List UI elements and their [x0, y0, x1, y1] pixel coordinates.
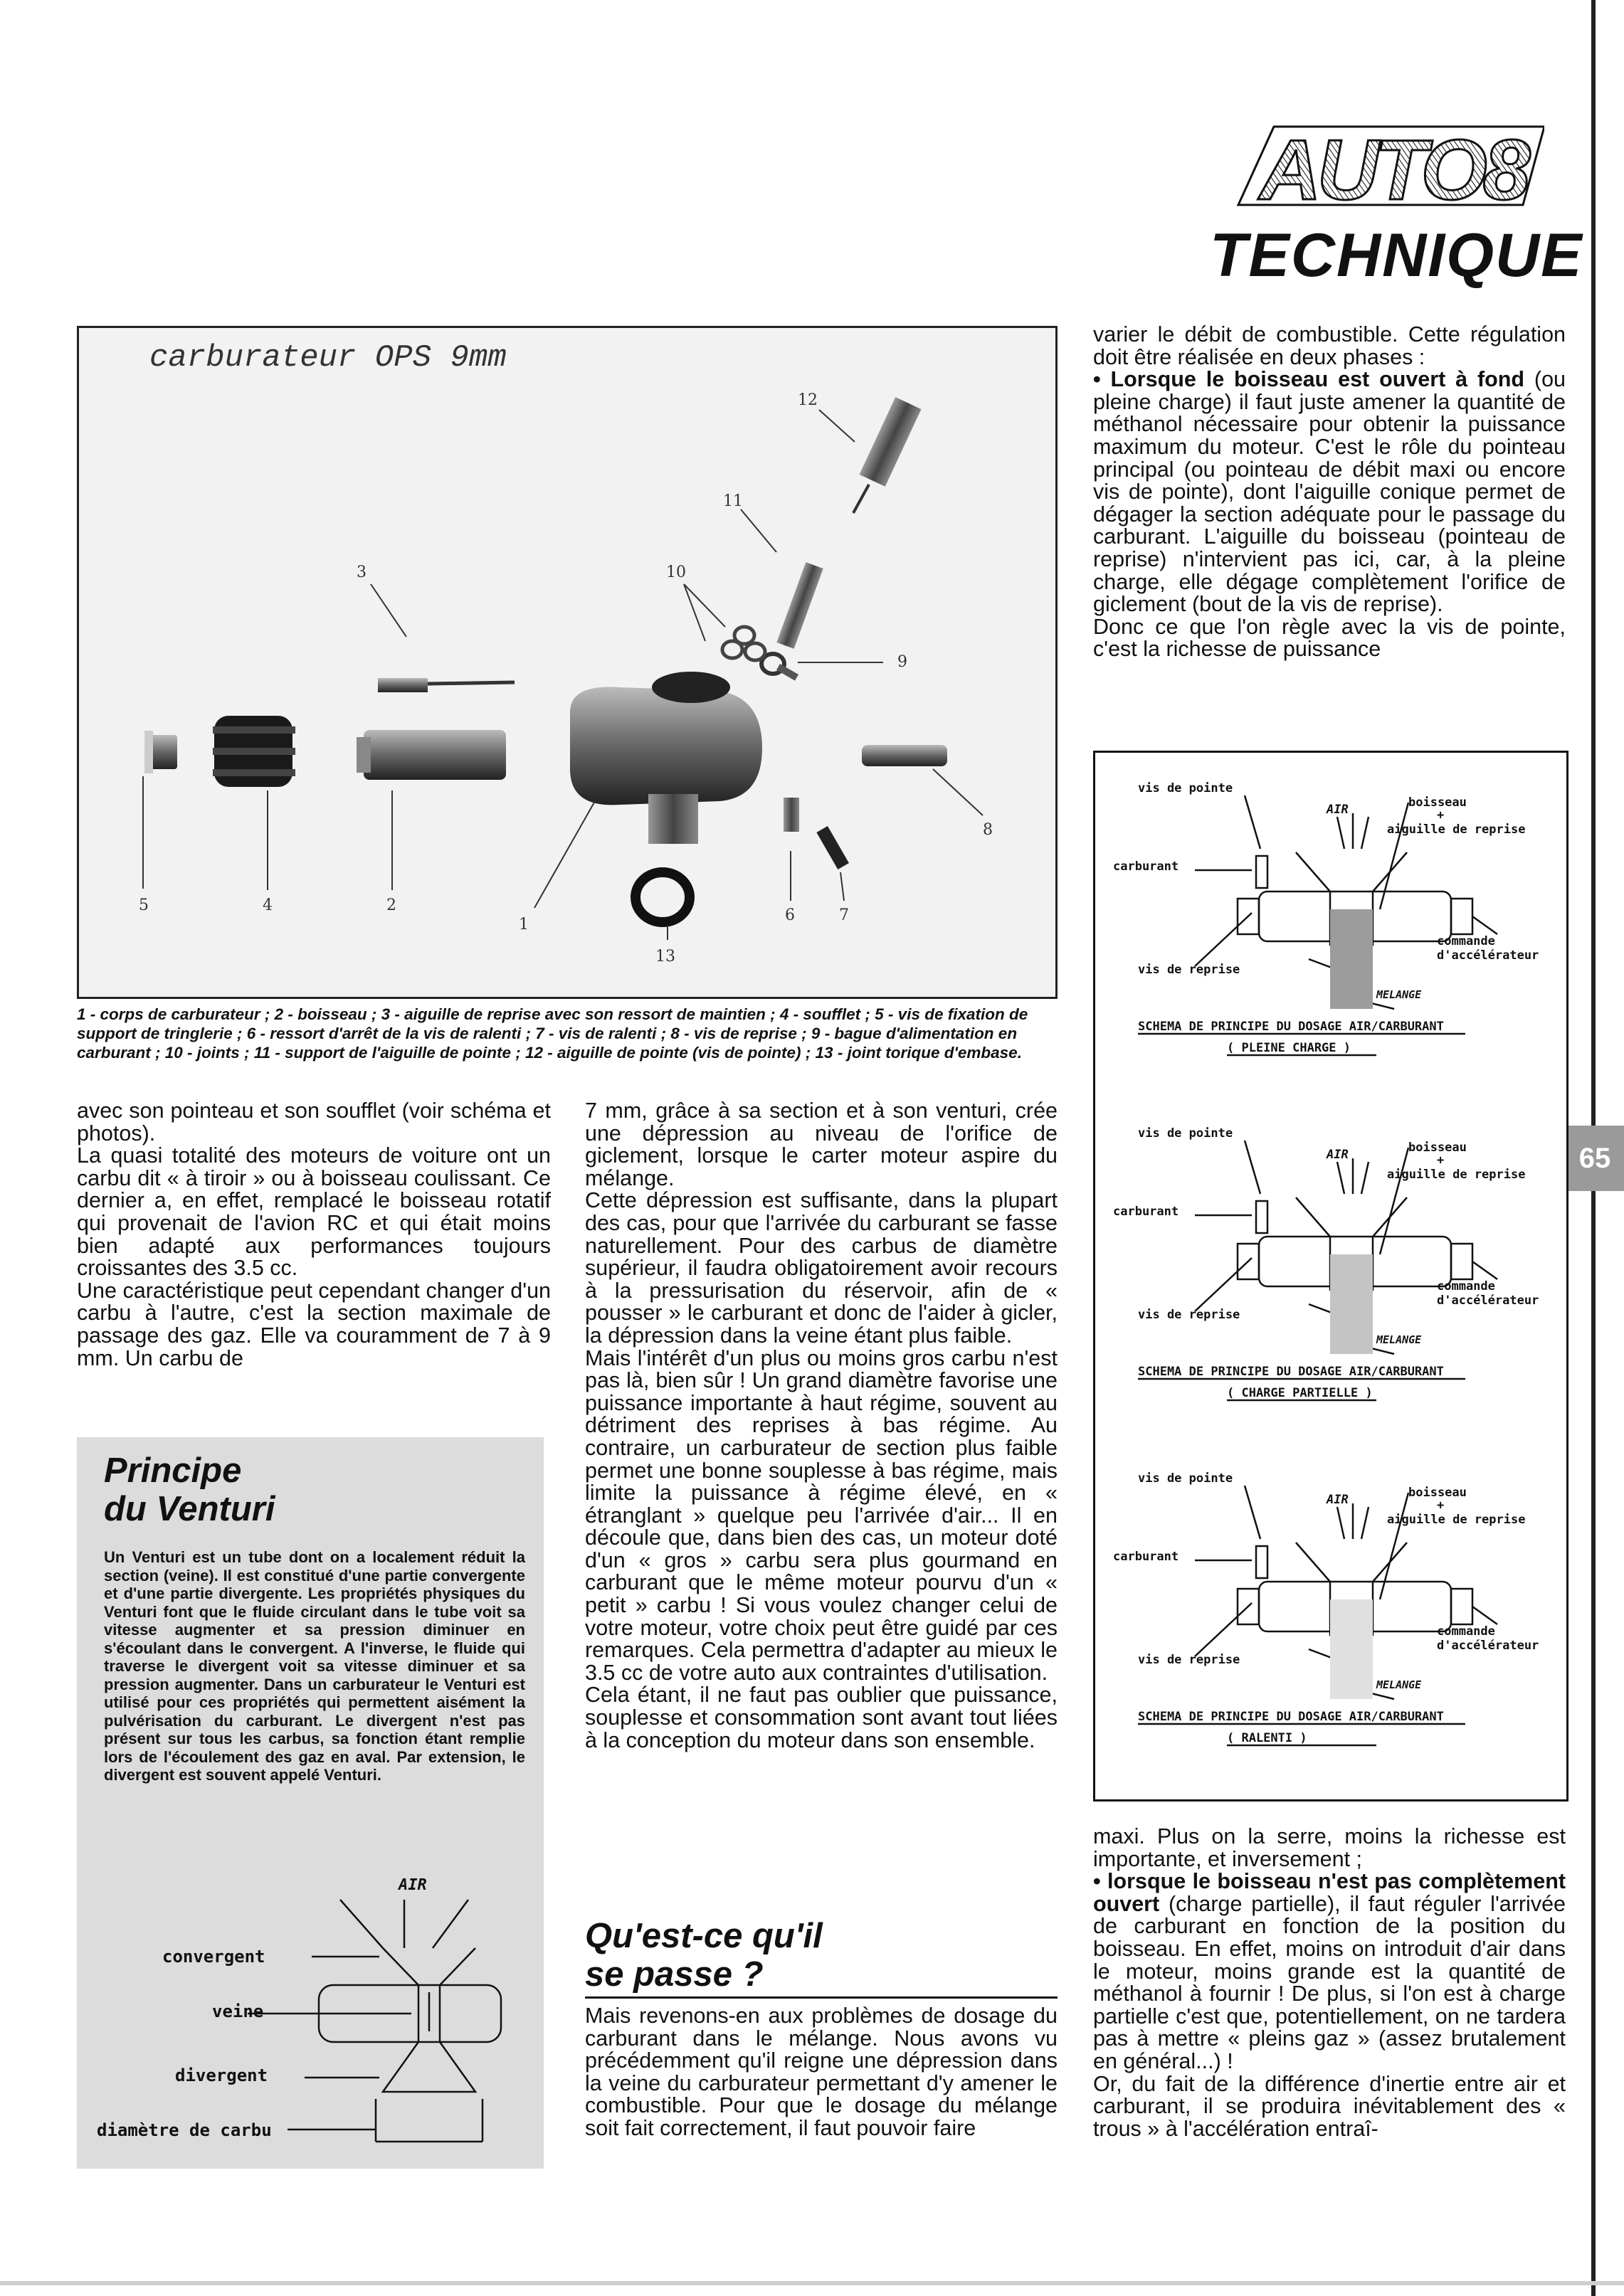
column-2-continued [585, 2005, 1058, 2140]
column-3-continued [1093, 1826, 1566, 2140]
section-title: TECHNIQUE [1210, 221, 1583, 290]
paragraph [1093, 1871, 1566, 2073]
venturi-shape [248, 1900, 501, 2142]
aiguille-label: aiguille de reprise [1387, 1513, 1526, 1527]
part-9-fuel-ring [761, 654, 798, 681]
bold-lead: • lorsque le boisseau n'est pas complètement ouvert [1093, 1869, 1566, 1916]
callout-11: 11 [723, 492, 743, 510]
schema-title: SCHEMA DE PRINCIPE DU DOSAGE AIR/CARBURANT [1138, 1710, 1444, 1724]
carburetor-photo [77, 326, 1058, 999]
paragraph: Cela étant, il ne faut pas oublier que puissance, souplesse et consommation sont avant tout liées à la conception du moteur dans son ensemble. [585, 1683, 1058, 1752]
part-11-needle-support [776, 562, 823, 649]
vis-reprise-label: vis de reprise [1138, 963, 1240, 977]
part-3-needle [378, 678, 515, 692]
divergent-label: divergent [175, 2065, 268, 2085]
photo-caption: 1 - corps de carburateur ; 2 - boisseau ; 3 - aiguille de reprise avec son ressort de maintien ; 4 - soufflet ; 5 - vis de fixation de support de tringlerie ; 6 - ressort d'arrêt de la vis de ralenti ; 7 - vis de ralenti ; 8 - vis de reprise ; 9 - bague d'alimentation en carburant ; 10 - joints ; 11 - support de l'aiguille de pointe ; 12 - aiguille de pointe (vis de pointe) ; 13 - joint torique d'embase. [77, 1005, 1028, 1062]
column-2 [585, 1100, 1058, 1752]
mixture-fill [1330, 909, 1373, 1009]
paragraph-rest: (charge partielle), il faut réguler l'arrivée de carburant en fonction de la position du boisseau. En effet, moins on introduit d'air dans le moteur, moins grande est la quantité de méthanol à fournir ! De plus, si l'on est à charge partielle c'est que, potentiellement, on ne tardera pas à mettre « pleins gaz » (assez brutalement en général...) ! [1093, 1891, 1566, 2073]
diametre-label: diamètre de carbu [97, 2120, 272, 2140]
air-label: AIR [1327, 803, 1349, 817]
callout-6: 6 [785, 906, 795, 924]
dosage-schema [1113, 1126, 1539, 1400]
subheading-line1: Qu'est-ce qu'il [585, 1917, 823, 1955]
veine-label: veine [212, 2001, 264, 2021]
callout-12: 12 [798, 391, 818, 409]
column-3 [1093, 324, 1566, 661]
schema-title: SCHEMA DE PRINCIPE DU DOSAGE AIR/CARBURANT [1138, 1020, 1444, 1034]
column-1 [77, 1100, 551, 1370]
paragraph: varier le débit de combustible. Cette régulation doit être réalisée en deux phases : [1093, 322, 1566, 369]
vis-pointe-label: vis de pointe [1138, 1471, 1233, 1486]
vis-reprise-label: vis de reprise [1138, 1308, 1240, 1322]
aiguille-label: aiguille de reprise [1387, 1168, 1526, 1182]
callout-2: 2 [386, 896, 396, 914]
callout-13: 13 [655, 948, 675, 966]
page-number-tab [1566, 1126, 1624, 1191]
svg-text:AUTO8: AUTO8 [1260, 122, 1527, 213]
schema-title: SCHEMA DE PRINCIPE DU DOSAGE AIR/CARBURANT [1138, 1365, 1444, 1379]
masthead [1210, 114, 1583, 290]
convergent-label: convergent [162, 1947, 265, 1967]
bold-lead: • Lorsque le boisseau est ouvert à fond [1093, 367, 1525, 392]
callout-3: 3 [357, 564, 367, 581]
air-label: AIR [1327, 1493, 1349, 1507]
schema-subtitle: ( CHARGE PARTIELLE ) [1227, 1386, 1373, 1400]
venturi-title-line2: du Venturi [104, 1490, 275, 1528]
commande-label: commande [1437, 1624, 1495, 1639]
paragraph-rest: (ou pleine charge) il faut juste amener la quantité de méthanol nécessaire pour obtenir la puissance maximum du moteur. C'est le rôle du pointeau principal (ou pointeau de débit maxi ou encore vis de pointe), dont l'aiguille conique permet de dégager la section adéquate pour le passage du carburant. L'aiguille du boisseau (pointeau de reprise) n'intervient pas ici, car, à la pleine charge, elle dégage complètement l'orifice de giclement (bout de la vis de reprise). [1093, 367, 1566, 617]
part-8-screw [862, 745, 947, 766]
venturi-diagram [77, 1864, 544, 2169]
paragraph: Donc ce que l'on règle avec la vis de pointe, c'est la richesse de puissance [1093, 614, 1566, 662]
plus-label: + [1437, 1153, 1445, 1168]
part-7-screw [816, 826, 849, 869]
aiguille-label: aiguille de reprise [1387, 822, 1526, 837]
accelerateur-label: d'accélérateur [1437, 1294, 1539, 1308]
paragraph: 7 mm, grâce à sa section et à son venturi, crée une dépression au niveau de l'orifice de giclement, lorsque le carter moteur aspire du mélange. [585, 1099, 1058, 1190]
schema-subtitle: ( RALENTI ) [1227, 1731, 1307, 1745]
vis-pointe-label: vis de pointe [1138, 781, 1233, 795]
carburant-label: carburant [1113, 1550, 1179, 1564]
part-13-oring [636, 872, 690, 922]
callout-4: 4 [263, 896, 273, 914]
auto8-logo [1231, 121, 1544, 213]
subheading-line2: se passe ? [585, 1955, 764, 1994]
paragraph [1093, 369, 1566, 616]
callout-10: 10 [666, 564, 686, 581]
subheading-rule [585, 1996, 1058, 1999]
paragraph: maxi. Plus on la serre, moins la richesse est importante, et inversement ; [1093, 1824, 1566, 1871]
dosage-schemas [1095, 753, 1566, 1799]
part-12-needle [853, 397, 921, 513]
melange-label: MELANGE [1376, 988, 1422, 1001]
part-1-body [570, 672, 762, 844]
part-4-bellows [213, 716, 295, 787]
exploded-carburetor-drawing [79, 328, 1055, 997]
melange-label: MELANGE [1376, 1678, 1422, 1691]
part-6-spring [784, 798, 799, 832]
callout-8: 8 [983, 821, 993, 839]
photo-title: carburateur OPS 9mm [149, 340, 507, 376]
page-bottom-edge [0, 2281, 1624, 2285]
mixture-fill [1330, 1599, 1373, 1699]
boisseau-label: boisseau [1408, 1141, 1467, 1155]
paragraph: Mais l'intérêt d'un plus ou moins gros carbu n'est pas là, bien sûr ! Un grand diamètre favorise une puissance importante à haut régime, souvent au détriment des reprises à bas régime. Au contraire, un carburateur de section plus faible permet une bonne souplesse à bas régime, mais limite la puissance à régime élevé, en « étranglant » quelque peu l'arrivée d'air... Il en découle que, dans bien des cas, un moteur doté d'un « gros » carbu sera plus gourmand en carburant que le même moteur pourvu d'un « petit » carbu ! Si vous voulez changer celui de votre moteur, votre choix peut être guidé par ces remarques. Cela permettra d'adapter au mieux le 3.5 cc de votre auto aux contraintes d'utilisation. [585, 1345, 1058, 1685]
carburant-label: carburant [1113, 1205, 1179, 1219]
paragraph: Or, du fait de la différence d'inertie entre air et carburant, il se produira inévitablement des « trous » à l'accélération entraî- [1093, 2071, 1566, 2141]
part-10-joints [722, 627, 765, 660]
commande-label: commande [1437, 1279, 1495, 1294]
boisseau-label: boisseau [1408, 1486, 1467, 1500]
venturi-title-line1: Principe [104, 1451, 242, 1490]
vis-pointe-label: vis de pointe [1138, 1126, 1233, 1141]
accelerateur-label: d'accélérateur [1437, 948, 1539, 963]
paragraph: avec son pointeau et son soufflet (voir schéma et photos). [77, 1099, 551, 1146]
callout-9: 9 [897, 653, 907, 671]
plus-label: + [1437, 1498, 1445, 1513]
melange-label: MELANGE [1376, 1333, 1422, 1346]
mixture-fill [1330, 1254, 1373, 1354]
subheading [585, 1917, 1058, 1994]
callout-7: 7 [839, 906, 849, 924]
venturi-title [104, 1451, 531, 1528]
venturi-text: Un Venturi est un tube dont on a localement réduit la section (veine). Il est constitué d'une partie convergente et d'une partie divergente. Les propriétés physiques du Venturi font que le fluide circulant dans le tube voit sa vitesse augmenter et sa pression diminuer en s'écoulant dans le convergent. A l'inverse, le fluide qui traverse le divergent voit sa vitesse diminuer et sa pression augmenter. Dans un carburateur le Venturi est utilisé pour ces propriétés qui permettent aisément la pulvérisation du carburant. Le divergent n'est pas présent sur tous les carbus, sa fonction étant remplie lors de l'écoulement des gaz en aval. Par extension, le divergent est souvent appelé Venturi. [104, 1548, 525, 1784]
callout-1: 1 [519, 916, 529, 933]
part-2-barrel [357, 730, 506, 780]
callout-leaders [143, 410, 983, 940]
schema-subtitle: ( PLEINE CHARGE ) [1227, 1041, 1351, 1055]
paragraph: La quasi totalité des moteurs de voiture ont un carbu dit « à tiroir » ou à boisseau coulissant. Ce dernier a, en effet, remplacé le boisseau rotatif qui provenait de l'avion RC et qui était moins bien adapté aux performances toujours croissantes des 3.5 cc. [77, 1143, 551, 1281]
paragraph: Mais revenons-en aux problèmes de dosage du carburant dans le mélange. Nous avons vu précédemment qu'il reigne une dépression dans la veine du carburateur permettant d'y amener le combustible. Pour que le dosage du mélange soit fait correctement, il faut pouvoir faire [585, 2004, 1058, 2140]
part-5-screw [144, 731, 177, 773]
dosage-schema [1113, 1471, 1539, 1745]
boisseau-label: boisseau [1408, 795, 1467, 810]
venturi-air-label: AIR [399, 1876, 427, 1894]
carburant-label: carburant [1113, 859, 1179, 874]
plus-label: + [1437, 808, 1445, 822]
vis-reprise-label: vis de reprise [1138, 1653, 1240, 1667]
page-number: 65 [1578, 1142, 1611, 1174]
commande-label: commande [1437, 934, 1495, 948]
dosage-schema [1113, 781, 1539, 1055]
accelerateur-label: d'accélérateur [1437, 1639, 1539, 1653]
air-label: AIR [1327, 1148, 1349, 1162]
paragraph: Cette dépression est suffisante, dans la plupart des cas, pour que l'arrivée du carburant se fasse naturellement. Pour des carbus de diamètre supérieur, il faudra obligatoirement avoir recours à la pressurisation du réservoir, afin de « pousser » le carburant et donc de l'aider à gicler, la dépression dans la veine étant plus faible. [585, 1188, 1058, 1348]
callout-5: 5 [139, 896, 149, 914]
paragraph: Une caractéristique peut cependant changer d'un carbu à l'autre, c'est la section maximale de passage des gaz. Elle va couramment de 7 à 9 mm. Un carbu de [77, 1278, 551, 1370]
